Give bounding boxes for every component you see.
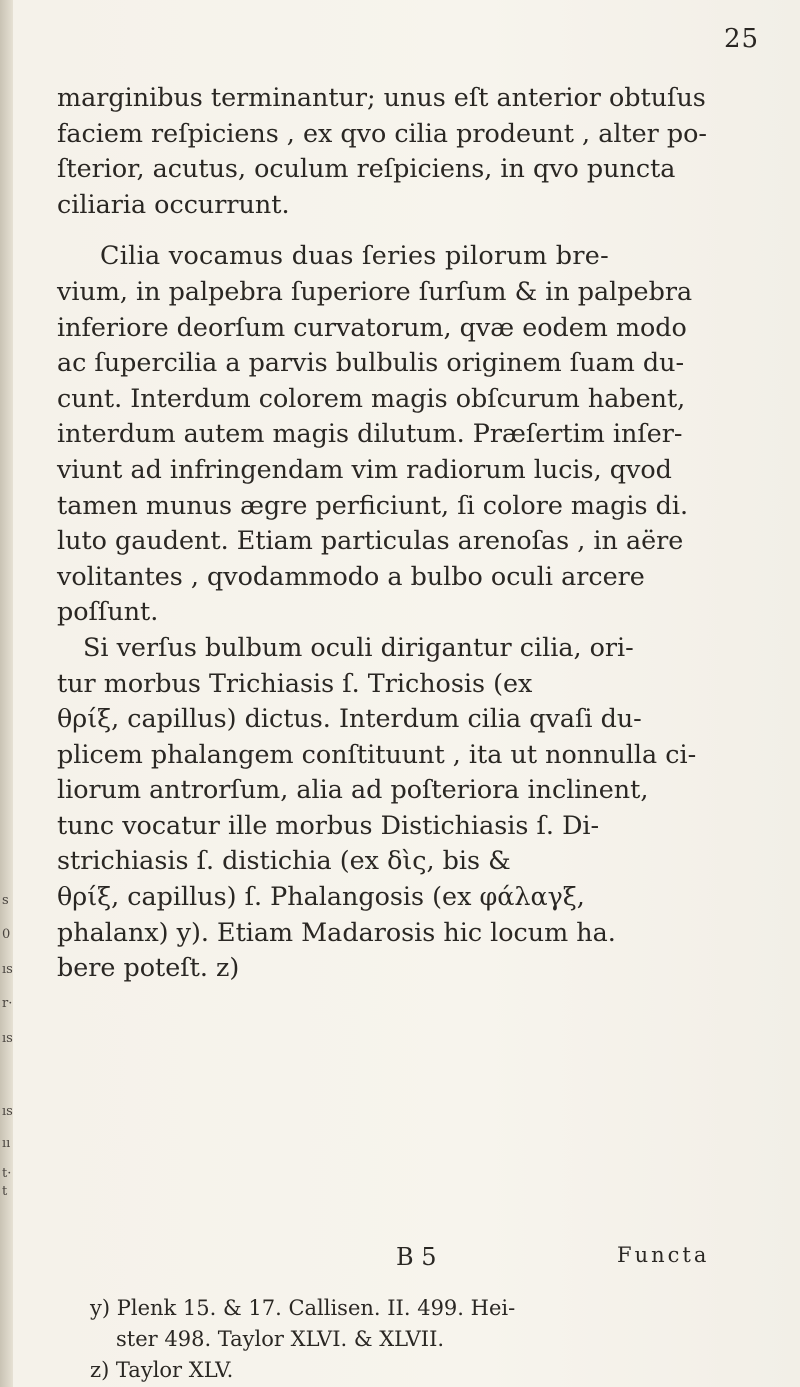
text-line: tamen munus ægre perficiunt, ſi colore magis di. bbox=[57, 489, 689, 520]
text-line: tur morbus Trichiasis ſ. Trichosis (ex bbox=[57, 667, 533, 698]
text-line: vium, in palpebra ſuperiore ſurſum & in palpebra bbox=[57, 275, 693, 306]
paragraph-gap bbox=[57, 222, 769, 238]
margin-mark: ıs bbox=[2, 1031, 13, 1046]
text-line: Si verſus bulbum oculi dirigantur cilia, ori- bbox=[83, 631, 634, 662]
body-text bbox=[57, 80, 769, 986]
margin-mark: t· bbox=[2, 1166, 12, 1181]
text-line: viunt ad infringendam vim radiorum lucis, qvod bbox=[57, 453, 672, 484]
footnote-line: z) Taylor XLV. bbox=[90, 1358, 234, 1382]
page-number: 25 bbox=[724, 24, 760, 54]
margin-mark: r· bbox=[2, 996, 13, 1011]
text-line: bere poteſt. z) bbox=[57, 952, 240, 983]
text-line: inferiore deorſum curvatorum, qvæ eodem modo bbox=[57, 311, 687, 342]
text-line: poſſunt. bbox=[57, 596, 159, 627]
text-line: liorum antrorſum, alia ad poſteriora inclinent, bbox=[57, 774, 649, 805]
margin-mark: 0 bbox=[2, 927, 11, 942]
footnotes bbox=[90, 1293, 770, 1386]
margin-mark: ıı bbox=[2, 1136, 11, 1151]
margin-mark: ıs bbox=[2, 1104, 13, 1119]
text-line: ac ſupercilia a parvis bulbulis originem ſuam du- bbox=[57, 347, 685, 378]
text-line: interdum autem magis dilutum. Præſertim inſer- bbox=[57, 418, 683, 449]
text-line: θρίξ, capillus) ſ. Phalangosis (ex φάλαγξ, bbox=[57, 881, 585, 912]
signature-mark: B 5 bbox=[396, 1243, 437, 1271]
text-line: tunc vocatur ille morbus Distichiasis ſ. Di- bbox=[57, 809, 600, 840]
text-line: luto gaudent. Etiam particulas arenoſas , in aëre bbox=[57, 525, 684, 556]
text-line: strichiasis ſ. distichia (ex δὶς, bis & bbox=[57, 845, 511, 876]
footnote-line: ster 498. Taylor XLVI. & XLVII. bbox=[116, 1327, 445, 1351]
margin-mark: ıs bbox=[2, 962, 13, 977]
text-line: ſterior, acutus, oculum reſpiciens, in qvo puncta bbox=[57, 153, 676, 184]
text-line: phalanx) y). Etiam Madarosis hic locum ha. bbox=[57, 916, 616, 947]
margin-marks bbox=[2, 0, 14, 1387]
text-line: ciliaria occurrunt. bbox=[57, 188, 290, 219]
text-line: volitantes , qvodammodo a bulbo oculi arcere bbox=[57, 560, 645, 591]
text-line: θρίξ, capillus) dictus. Interdum cilia qvaſi du- bbox=[57, 703, 642, 734]
footnote-line: y) Plenk 15. & 17. Callisen. II. 499. Hei- bbox=[90, 1296, 516, 1320]
text-line: marginibus terminantur; unus eſt anterior obtuſus bbox=[57, 82, 706, 112]
text-line: Cilia vocamus duas ſeries pilorum bre- bbox=[100, 240, 609, 271]
margin-mark: s bbox=[2, 893, 9, 908]
catchword: Functa bbox=[617, 1243, 710, 1267]
margin-mark: t bbox=[2, 1184, 8, 1199]
text-line: plicem phalangem conſtituunt , ita ut nonnulla ci- bbox=[57, 738, 697, 769]
text-line: cunt. Interdum colorem magis obſcurum habent, bbox=[57, 382, 686, 413]
text-line: faciem reſpiciens , ex qvo cilia prodeunt , alter po- bbox=[57, 117, 708, 148]
